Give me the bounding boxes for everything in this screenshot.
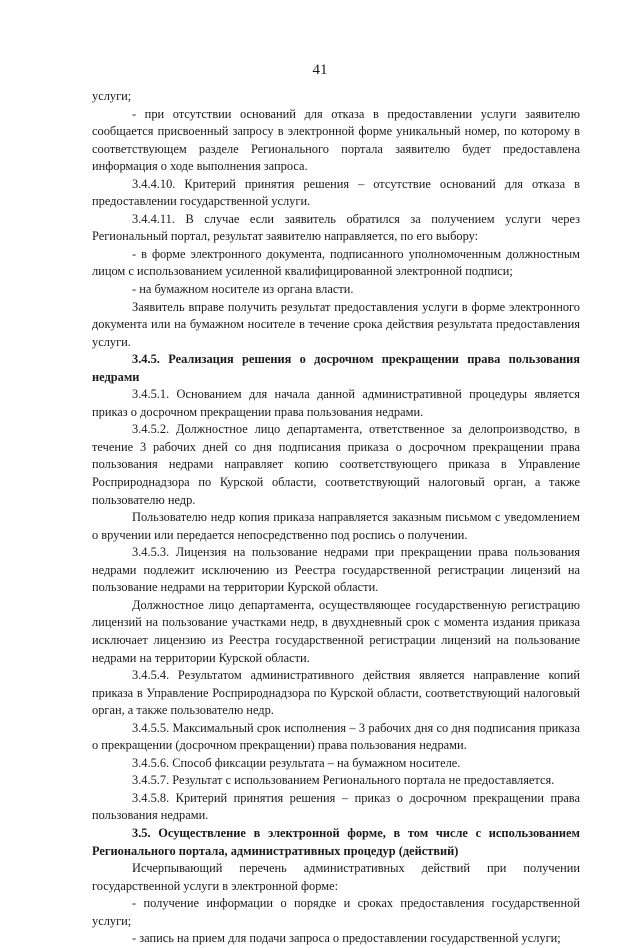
paragraph: Должностное лицо департамента, осуществляющее государственную регистрацию лицензий на пользование участками недр, в двухдневный срок с момента издания приказа исключает лицензию из Реестра государственной регистрации лицензий на пользование недрами на территории Курской области. <box>92 597 580 665</box>
paragraph: 3.4.5.5. Максимальный срок исполнения – 3 рабочих дня со дня подписания приказа о прекращении (досрочном прекращении) права пользования недрами. <box>92 720 580 753</box>
paragraph: - при отсутствии оснований для отказа в предоставлении услуги заявителю сообщается присвоенный запросу в электронной форме уникальный номер, по которому в соответствующем разделе Регионального портала заявителю будет предоставлена информация о ходе выполнения запроса. <box>92 106 580 174</box>
paragraph: Исчерпывающий перечень административных действий при получении государственной услуги в электронной форме: <box>92 861 580 893</box>
section-heading: 3.5. Осуществление в электронной форме, в том числе с использованием Регионального портала, административных процедур (действий) <box>92 825 580 858</box>
paragraph: 3.4.5.8. Критерий принятия решения – приказ о досрочном прекращении права пользования недрами. <box>92 790 580 823</box>
section-heading: 3.4.5. Реализация решения о досрочном прекращении права пользования недрами <box>92 352 580 384</box>
paragraph: 3.4.4.10. Критерий принятия решения – отсутствие оснований для отказа в предоставлении государственной услуги. <box>92 176 580 209</box>
paragraph: 3.4.5.2. Должностное лицо департамента, ответственное за делопроизводство, в течение 3 рабочих дней со дня подписания приказа о досрочном прекращении права пользования недрами направляет копию соответствующего приказа в Управление Росприроднадзора по Курской области, соответствующий налоговый орган, а также пользователю недр. <box>92 422 580 507</box>
paragraph: 3.4.5.4. Результатом административного действия является направление копий приказа в Управление Росприроднадзора по Курской области, соответствующий налоговый орган, а также пользователю недр. <box>92 668 580 718</box>
paragraph: - на бумажном носителе из органа власти. <box>132 282 354 297</box>
paragraph: Пользователю недр копия приказа направляется заказным письмом с уведомлением о вручении или передается непосредственно под роспись о получении. <box>92 510 580 542</box>
page-number: 41 <box>312 62 328 78</box>
paragraph: 3.4.5.7. Результат с использованием Регионального портала не предоставляется. <box>132 773 555 788</box>
paragraph: 3.4.5.6. Способ фиксации результата – на бумажном носителе. <box>132 755 461 770</box>
paragraph: Заявитель вправе получить результат предоставления услуги в форме электронного документа или на бумажном носителе в течение срока действия результата предоставления услуги. <box>92 299 580 349</box>
paragraph: 3.4.5.1. Основанием для начала данной административной процедуры является приказ о досрочном прекращении права пользования недрами. <box>92 387 580 419</box>
paragraph: 3.4.4.11. В случае если заявитель обратился за получением услуги через Региональный портал, результат заявителю направляется, по его выбору: <box>92 211 580 244</box>
paragraph: - получение информации о порядке и сроках предоставления государственной услуги; <box>92 896 580 928</box>
paragraph: услуги; <box>92 89 132 103</box>
paragraph: - в форме электронного документа, подписанного уполномоченным должностным лицом с использованием усиленной квалифицированной электронной подписи; <box>92 246 580 279</box>
document-body <box>92 88 580 948</box>
paragraph: 3.4.5.3. Лицензия на пользование недрами при прекращении права пользования недрами подлежит исключению из Реестра государственной регистрации лицензий на пользование недрами на территории Курской области. <box>92 545 580 595</box>
paragraph: - запись на прием для подачи запроса о предоставлении государственной услуги; <box>132 931 561 946</box>
